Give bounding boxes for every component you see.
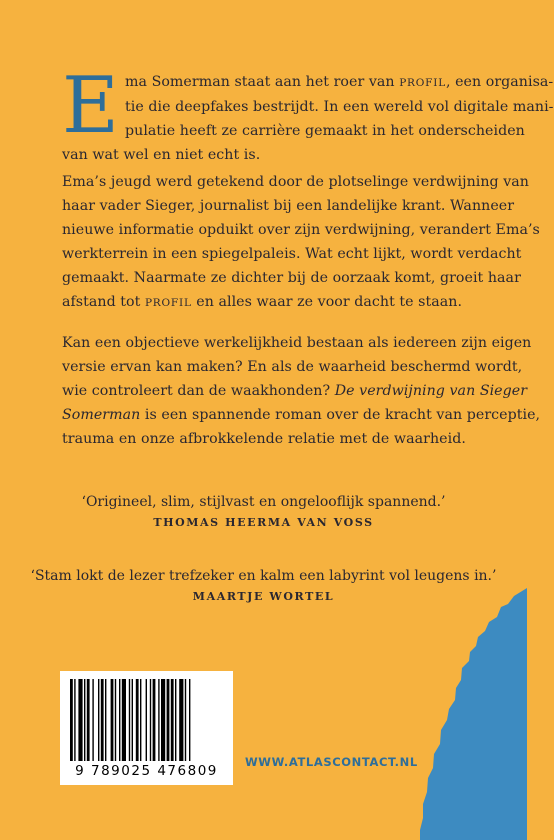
barcode-bar	[111, 679, 114, 761]
blurb-paragraph-2	[62, 170, 540, 315]
barcode-bar	[74, 679, 75, 761]
blurb-line: gemaakt. Naarmate ze dichter bij de oorzaak komt, groeit haar	[62, 270, 521, 286]
review-quote-2	[0, 566, 527, 603]
barcode-bar	[70, 679, 73, 761]
blurb-line: van wat wel en niet echt is.	[62, 147, 261, 163]
barcode-bar	[146, 679, 147, 761]
barcode-bar	[78, 679, 82, 761]
barcode-bar	[140, 679, 141, 761]
blurb-paragraph-3	[62, 331, 541, 451]
barcode-bar	[158, 679, 159, 761]
blurb-line: nieuwe informatie opduikt over zijn verdwijning, verandert Ema’s	[62, 222, 540, 238]
barcode-bar	[92, 679, 93, 761]
barcode-bar	[115, 679, 116, 761]
barcode-bar	[171, 679, 174, 761]
blurb-line: ma Somerman staat aan het roer van PROFIL, een organisa-	[125, 74, 554, 90]
blurb-line: Ema’s jeugd werd getekend door de plotselinge verdwijning van	[62, 174, 529, 190]
barcode-bar	[150, 679, 151, 761]
isbn-number: 9 789025 476809	[75, 763, 218, 779]
barcode-bar	[153, 679, 156, 761]
blurb-paragraph-1	[62, 61, 554, 167]
quote-author: THOMAS HEERMA VAN VOSS	[153, 516, 374, 529]
barcode-bar	[122, 679, 126, 761]
barcode-bar	[185, 679, 186, 761]
blurb-line: haar vader Sieger, journalist bij een landelijke krant. Wanneer	[62, 198, 515, 214]
review-quote-1	[0, 492, 527, 529]
blurb-line: wie controleert dan de waakhonden? De verdwijning van Sieger	[62, 383, 528, 399]
quote-author: MAARTJE WORTEL	[192, 590, 335, 603]
barcode-bar	[119, 679, 120, 761]
barcode-bar	[167, 679, 170, 761]
barcode-bar	[161, 679, 165, 761]
publisher-url[interactable]: WWW.ATLASCONTACT.NL	[245, 755, 418, 769]
barcode-bar	[136, 679, 139, 761]
barcode-bar	[101, 679, 104, 761]
barcode-bars	[70, 679, 223, 761]
blurb-line: afstand tot PROFIL en alles waar ze voor dacht te staan.	[62, 294, 463, 310]
quote-text: ‘Origineel, slim, stijlvast en ongelooflijk spannend.’	[81, 494, 446, 510]
isbn-barcode	[60, 671, 233, 785]
barcode-bar	[87, 679, 90, 761]
quote-text: ‘Stam lokt de lezer trefzeker en kalm een labyrint vol leugens in.’	[30, 568, 497, 584]
barcode-bar	[98, 679, 99, 761]
barcode-bar	[105, 679, 106, 761]
barcode-bar	[179, 679, 183, 761]
barcode-bar	[175, 679, 176, 761]
blurb-line: Somerman is een spannende roman over de kracht van perceptie,	[62, 407, 541, 423]
blurb-line: Kan een objectieve werkelijkheid bestaan als iedereen zijn eigen	[62, 335, 532, 351]
blurb-line: versie ervan kan maken? En als de waarheid beschermd wordt,	[62, 359, 523, 375]
blurb-line: tie die deepfakes bestrijdt. In een wereld vol digitale mani-	[125, 99, 554, 115]
barcode-bar	[84, 679, 85, 761]
blurb-line: pulatie heeft ze carrière gemaakt in het onderscheiden	[125, 123, 525, 139]
barcode-bar	[129, 679, 130, 761]
barcode-bar	[132, 679, 133, 761]
barcode-bar	[189, 679, 190, 761]
blurb-line: trauma en onze afbrokkelende relatie met de waarheid.	[62, 431, 466, 447]
drop-cap: E	[62, 61, 119, 151]
blurb-line: werkterrein in een spiegelpaleis. Wat echt lijkt, wordt verdacht	[62, 246, 522, 262]
